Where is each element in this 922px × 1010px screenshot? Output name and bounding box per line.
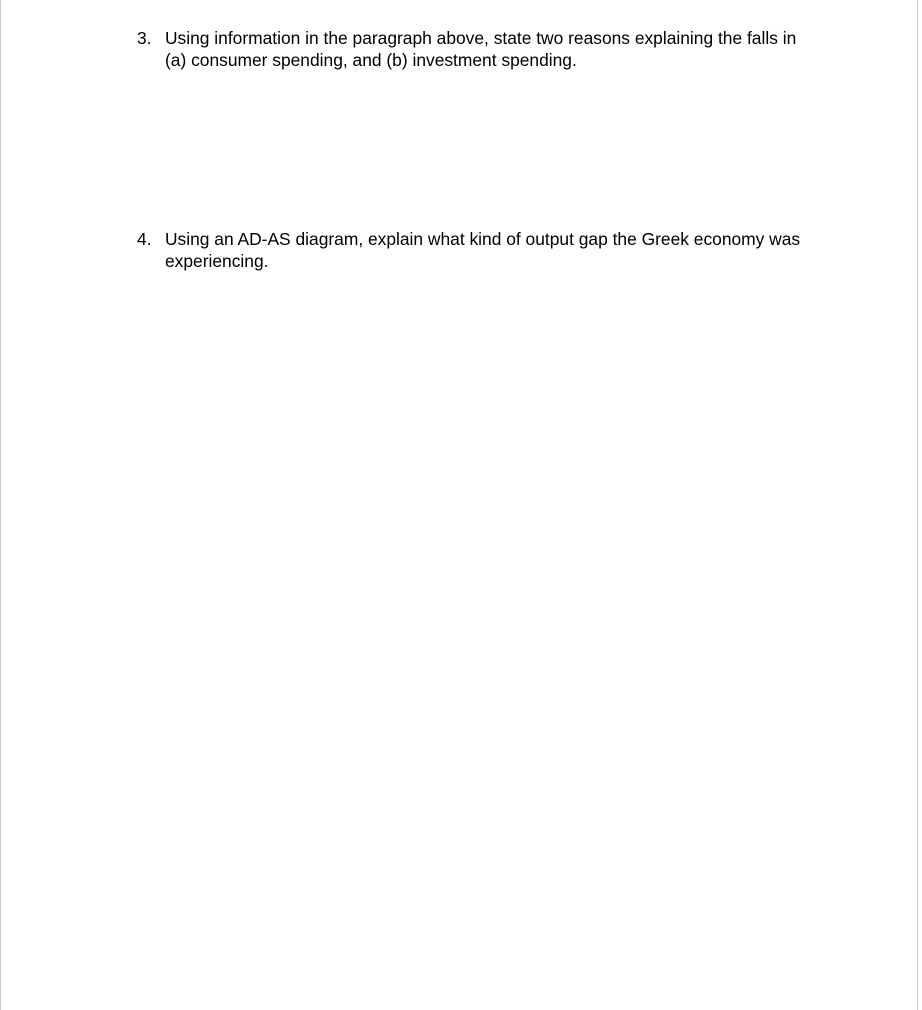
question-text: Using an AD-AS diagram, explain what kind of output gap the Greek economy was experiencing.	[165, 229, 801, 271]
question-text: Using information in the paragraph above, state two reasons explaining the falls in (a) consumer spending, and (b) investment spending.	[165, 28, 797, 70]
question-4	[137, 228, 817, 272]
question-number: 4.	[137, 229, 152, 249]
question-3	[137, 27, 817, 71]
question-number: 3.	[137, 28, 152, 48]
